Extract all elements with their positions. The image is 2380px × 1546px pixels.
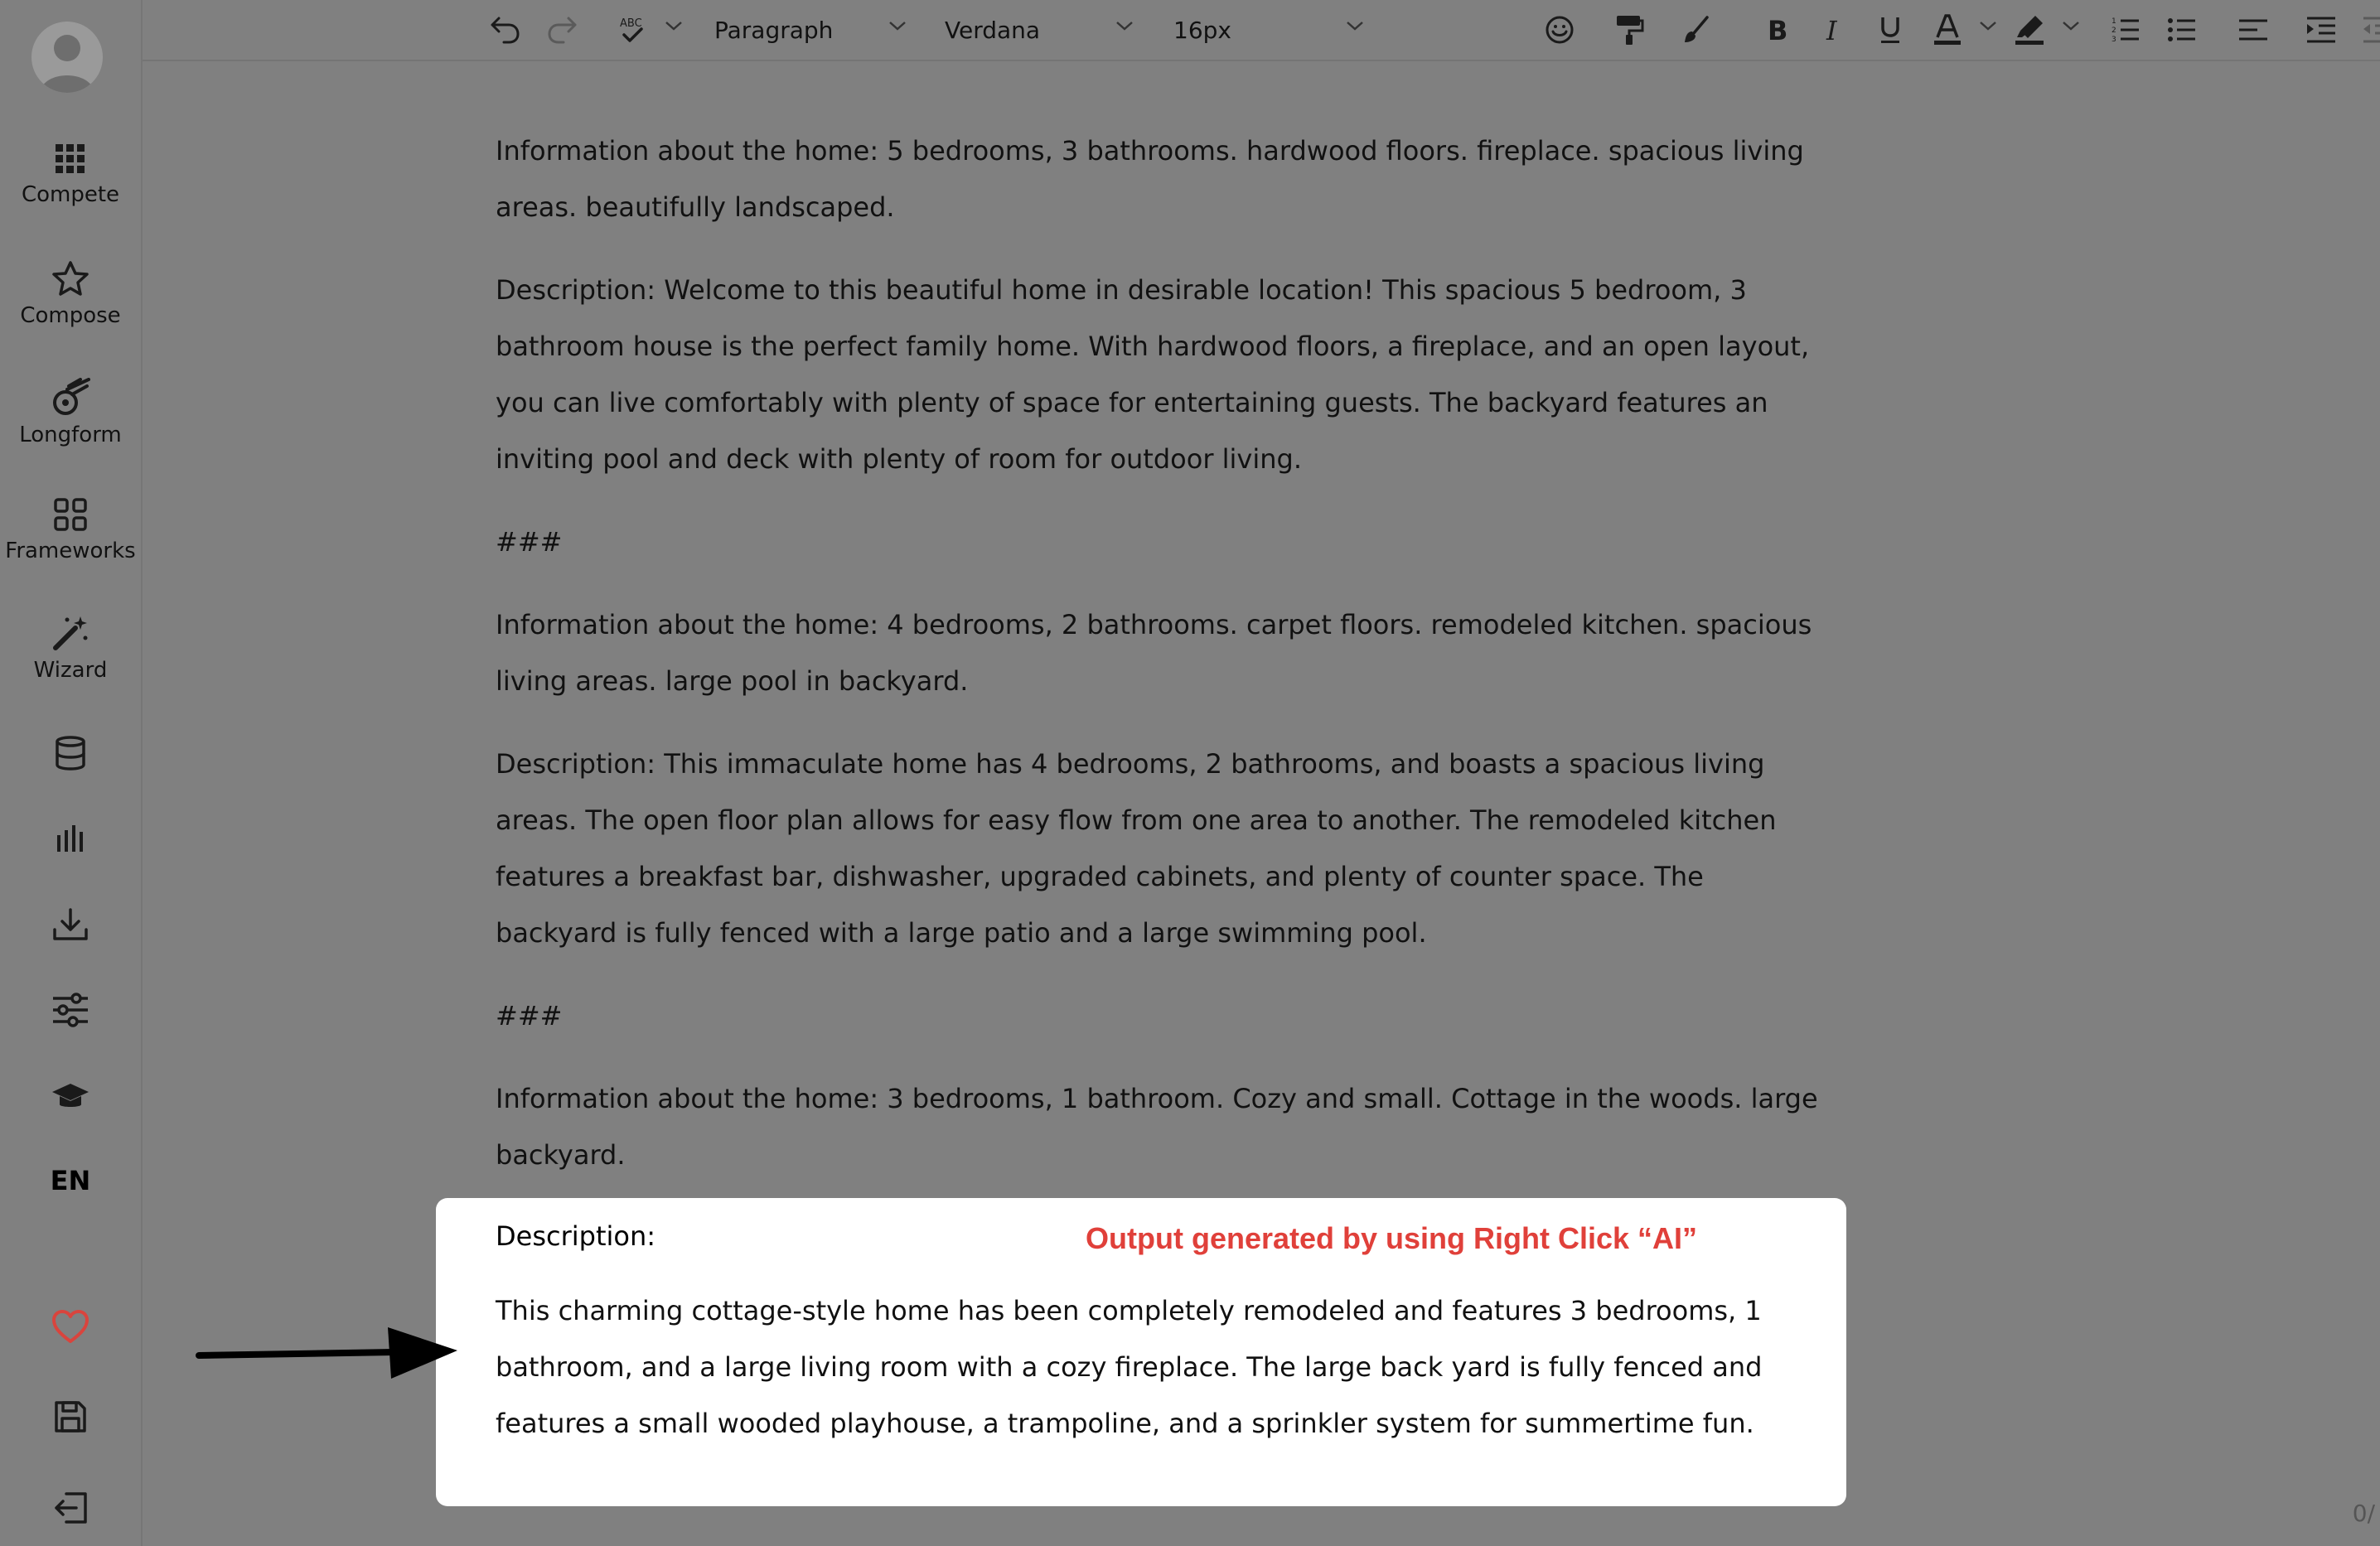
emoji-button[interactable] bbox=[1545, 12, 1575, 48]
block-format-value: Paragraph bbox=[714, 16, 834, 44]
paragraph: Description: Welcome to this beautiful home in desirable location! This spacious 5 bedroom, 3 bathroom house is the perfect family home. With hardwood floors, a fireplace, and an open layout, you can live comfortably with plenty of space for entertaining guests. The backyard features an inviting pool and deck with plenty of room for outdoor living. bbox=[496, 274, 1810, 475]
sidebar-learn[interactable] bbox=[0, 1082, 141, 1112]
undo-button[interactable] bbox=[489, 12, 520, 48]
font-family-value: Verdana bbox=[945, 16, 1041, 44]
font-size-value: 16px bbox=[1173, 16, 1231, 44]
bold-icon bbox=[1767, 17, 1788, 43]
spellcheck-icon bbox=[618, 15, 646, 45]
font-family-select[interactable] bbox=[945, 12, 1040, 48]
numbered-list-button[interactable] bbox=[2112, 12, 2140, 48]
bullet-list-button[interactable] bbox=[2168, 12, 2196, 48]
paint-roller-icon bbox=[1614, 14, 1644, 46]
bar-chart-icon bbox=[56, 824, 85, 853]
grid-icon bbox=[54, 143, 87, 176]
output-text: This charming cottage-style home has been completely remodeled and features 3 bedrooms, 1 bathroom, and a large living room with a cozy fireplace. The large back yard is fully fenced and features a small wooded playhouse, a trampoline, and a sprinkler system for summertime fun. bbox=[496, 1295, 1763, 1439]
character-counter: 0/ bbox=[2352, 1500, 2375, 1527]
ai-output-box[interactable] bbox=[436, 1198, 1846, 1506]
indent-icon bbox=[2307, 16, 2335, 44]
italic-button[interactable] bbox=[1825, 12, 1841, 48]
chevron-down-icon[interactable] bbox=[1346, 20, 1364, 31]
sidebar-settings[interactable] bbox=[0, 993, 141, 1027]
database-icon bbox=[55, 736, 86, 771]
sidebar-item-label: Wizard bbox=[33, 658, 108, 683]
magic-wand-icon bbox=[52, 615, 89, 651]
download-icon bbox=[52, 908, 89, 941]
svg-text:B: B bbox=[1768, 17, 1788, 43]
sliders-icon bbox=[51, 993, 89, 1027]
bullet-list-icon bbox=[2168, 16, 2196, 44]
outdent-button[interactable] bbox=[2363, 12, 2380, 48]
chevron-down-icon[interactable] bbox=[665, 20, 683, 31]
sidebar-analytics[interactable] bbox=[0, 824, 141, 853]
separator: ### bbox=[496, 526, 563, 558]
editor-content[interactable] bbox=[496, 123, 1821, 1210]
language-switch[interactable]: EN bbox=[50, 1165, 91, 1196]
indent-button[interactable] bbox=[2307, 12, 2335, 48]
sidebar-item-wizard[interactable] bbox=[0, 615, 141, 683]
highlighter-icon bbox=[2014, 14, 2045, 46]
redo-icon bbox=[547, 15, 578, 45]
chevron-down-icon[interactable] bbox=[1979, 20, 1997, 31]
text-color-button[interactable] bbox=[1933, 12, 1962, 48]
align-left-icon bbox=[2239, 17, 2267, 42]
meteor-icon bbox=[51, 378, 90, 416]
numbered-list-icon bbox=[2112, 16, 2140, 44]
emoji-icon bbox=[1545, 15, 1575, 45]
sidebar-item-compete[interactable] bbox=[0, 143, 141, 207]
bold-button[interactable] bbox=[1767, 12, 1788, 48]
svg-text:I: I bbox=[1826, 17, 1837, 43]
align-left-button[interactable] bbox=[2239, 12, 2267, 48]
sidebar-item-label: Compose bbox=[20, 303, 121, 328]
output-annotation: Output generated by using Right Click “AI” bbox=[1086, 1221, 1698, 1255]
logout-icon bbox=[53, 1491, 88, 1524]
user-avatar-icon bbox=[31, 22, 103, 93]
separator: ### bbox=[496, 1000, 563, 1031]
italic-icon bbox=[1825, 17, 1841, 43]
underline-icon bbox=[1878, 15, 1903, 45]
sidebar-item-longform[interactable] bbox=[0, 378, 141, 447]
sidebar bbox=[0, 0, 143, 1546]
undo-icon bbox=[489, 15, 520, 45]
redo-button[interactable] bbox=[547, 12, 578, 48]
sidebar-item-label: Frameworks bbox=[5, 539, 136, 563]
spellcheck-button[interactable] bbox=[618, 12, 646, 48]
chevron-down-icon[interactable] bbox=[888, 20, 907, 31]
paragraph: Information about the home: 5 bedrooms, 3 bathrooms. hardwood floors. fireplace. spacious living areas. beautifully landscaped. bbox=[496, 135, 1804, 223]
pointer-arrow-icon bbox=[196, 1322, 461, 1389]
editor-toolbar bbox=[143, 0, 2380, 61]
chevron-down-icon[interactable] bbox=[2062, 20, 2080, 31]
brush-icon bbox=[1681, 15, 1710, 45]
svg-text:1: 1 bbox=[2112, 17, 2116, 26]
highlight-color-button[interactable] bbox=[2014, 12, 2045, 48]
output-heading: Description: bbox=[496, 1220, 656, 1252]
avatar[interactable] bbox=[31, 22, 103, 93]
sidebar-download[interactable] bbox=[0, 908, 141, 941]
sidebar-item-label: Compete bbox=[21, 182, 120, 207]
sidebar-favorites[interactable] bbox=[0, 1309, 141, 1344]
paragraph: Information about the home: 3 bedrooms, 1 bathroom. Cozy and small. Cottage in the woods. large backyard. bbox=[496, 1083, 1818, 1171]
block-format-select[interactable] bbox=[714, 12, 833, 48]
graduation-cap-icon bbox=[51, 1082, 89, 1112]
underline-button[interactable] bbox=[1878, 12, 1903, 48]
paragraph: Description: This immaculate home has 4 bedrooms, 2 bathrooms, and boasts a spacious living areas. The open floor plan allows for easy flow from one area to another. The remodeled kitchen features a breakfast bar, dishwasher, upgraded cabinets, and plenty of counter space. The backyard is fully fenced with a large patio and a large swimming pool. bbox=[496, 748, 1777, 949]
heart-icon bbox=[51, 1309, 89, 1344]
font-size-select[interactable] bbox=[1173, 12, 1231, 48]
format-painter-button[interactable] bbox=[1614, 12, 1644, 48]
apps-icon bbox=[53, 497, 88, 532]
outdent-icon bbox=[2363, 16, 2380, 44]
sidebar-item-compose[interactable] bbox=[0, 260, 141, 328]
sidebar-item-frameworks[interactable] bbox=[0, 497, 141, 563]
svg-text:ABC: ABC bbox=[620, 17, 642, 30]
chevron-down-icon[interactable] bbox=[1115, 20, 1134, 31]
sidebar-database[interactable] bbox=[0, 736, 141, 771]
save-icon bbox=[54, 1400, 87, 1433]
svg-text:3: 3 bbox=[2112, 36, 2116, 44]
paragraph: Information about the home: 4 bedrooms, 2 bathrooms. carpet floors. remodeled kitchen. spacious living areas. large pool in backyard. bbox=[496, 609, 1812, 697]
svg-text:2: 2 bbox=[2112, 27, 2116, 35]
sidebar-logout[interactable] bbox=[0, 1491, 141, 1524]
text-color-icon bbox=[1933, 14, 1962, 46]
clear-format-button[interactable] bbox=[1681, 12, 1710, 48]
sidebar-item-label: Longform bbox=[19, 423, 122, 447]
sidebar-save[interactable] bbox=[0, 1400, 141, 1433]
star-icon bbox=[51, 260, 89, 297]
